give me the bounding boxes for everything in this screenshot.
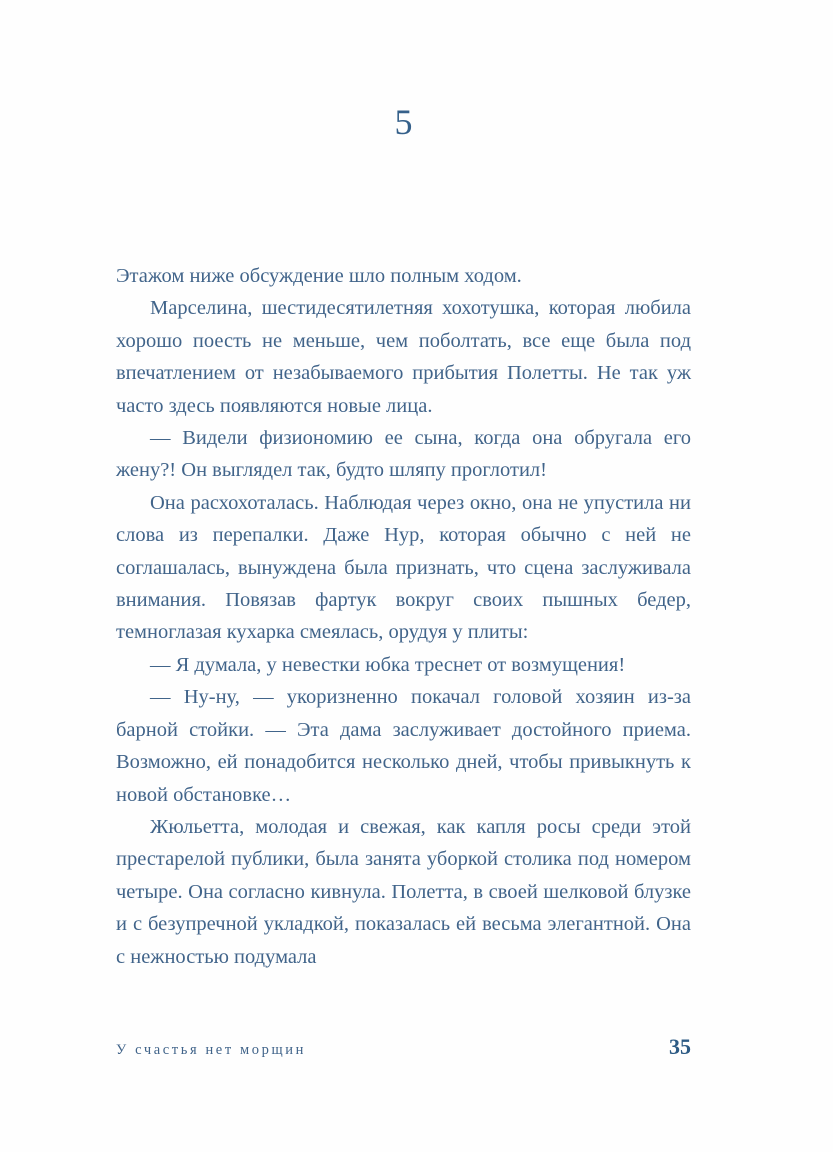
paragraph: — Ну-ну, — укоризненно покачал головой хозяин из-за барной стойки. — Эта дама заслуживает достойного приема. Возможно, ей понадобится несколько дней, чтобы привыкнуть к новой обстановке… [116,686,691,806]
paragraph: Она расхохоталась. Наблюдая через окно, она не упустила ни слова из перепалки. Даже Нур, которая обычно с ней не соглашалась, вынуждена была признать, что сцена заслуживала внимания. Повязав фартук вокруг своих пышных бедер, темноглазая кухарка смеялась, орудуя у плиты: [116,491,691,644]
paragraph: — Видели физиономию ее сына, когда она обругала его жену?! Он выглядел так, будто шляпу проглотил! [116,427,691,482]
running-title: У счастья нет морщин [116,1042,306,1058]
page-footer [116,1034,691,1060]
page-content [116,0,691,973]
body-text [116,260,691,973]
paragraph: Жюльетта, молодая и свежая, как капля росы среди этой престарелой публики, была занята уборкой столика под номером четыре. Она согласно кивнула. Полетта, в своей шелковой блузке и с безупречной укладкой, показалась ей весьма элегантной. Она с нежностью подумала [116,815,691,968]
page-number: 35 [669,1034,691,1059]
paragraph: — Я думала, у невестки юбка треснет от возмущения! [150,653,626,676]
paragraph: Марселина, шестидесятилетняя хохотушка, которая любила хорошо поесть не меньше, чем поболтать, все еще была под впечатлением от незабываемого прибытия Полетты. Не так уж часто здесь появляются новые лица. [116,297,691,417]
paragraph: Этажом ниже обсуждение шло полным ходом. [116,265,522,287]
chapter-number: 5 [394,102,413,142]
